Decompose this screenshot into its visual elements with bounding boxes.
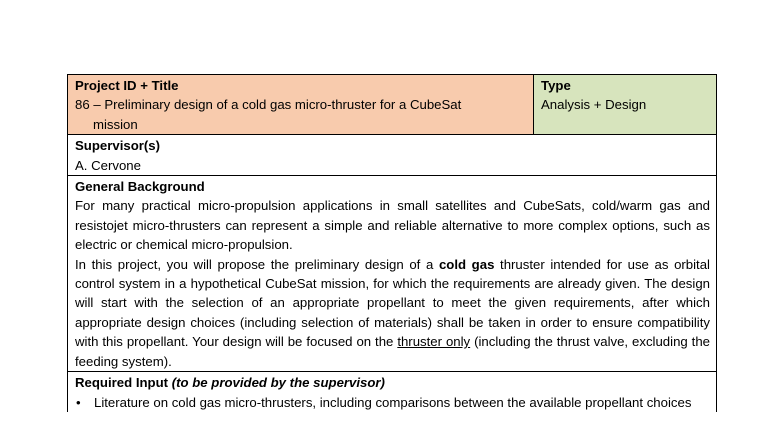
required-input-list	[75, 393, 710, 412]
type-cell	[534, 75, 717, 135]
cold-gas-emphasis: cold gas	[438, 256, 495, 272]
required-input-heading: Required Input (to be provided by the supervisor)	[75, 375, 385, 391]
supervisor-heading: Supervisor(s)	[75, 138, 161, 154]
required-input-cell	[68, 372, 717, 412]
type-heading: Type	[541, 78, 571, 93]
project-table	[67, 74, 716, 412]
background-paragraph-1: For many practical micro-propulsion applications in small satellites and CubeSats, cold/warm gas and resistojet micro-thrusters can represent a simple and reliable alternative to more complex options, such as electric or chemical micro-propulsion.	[75, 198, 710, 253]
supervisor-row	[68, 135, 717, 176]
project-title-continued: mission	[93, 116, 138, 132]
list-item: • Literature on cold gas micro-thrusters, including comparisons between the available propellant choices	[75, 393, 710, 412]
title-row	[68, 75, 717, 135]
project-title: 86 – Preliminary design of a cold gas micro-thruster for a CubeSat	[75, 97, 462, 113]
thruster-only-emphasis: thruster only	[397, 334, 471, 350]
required-input-row	[68, 372, 717, 412]
supervisor-cell	[68, 135, 717, 176]
background-heading: General Background	[75, 179, 205, 195]
background-row	[68, 176, 717, 372]
supervisor-value: A. Cervone	[75, 157, 141, 173]
project-cell	[68, 75, 534, 135]
bullet-glyph: •	[76, 394, 81, 410]
background-cell	[68, 176, 717, 372]
type-value: Analysis + Design	[541, 97, 647, 113]
project-heading: Project ID + Title	[75, 78, 179, 93]
background-paragraph-2: In this project, you will propose the preliminary design of a cold gas thruster intended for use as orbital control system in a hypothetical CubeSat mission, for which the requirements are already given. The design will start with the selection of an appropriate propellant to meet the given requirements, after which appropriate design choices (including selection of materials) shall be taken in order to ensure compatibility with this propellant. Your design will be focused on the thruster only (including the thrust valve, excluding the feeding system).	[75, 256, 710, 369]
